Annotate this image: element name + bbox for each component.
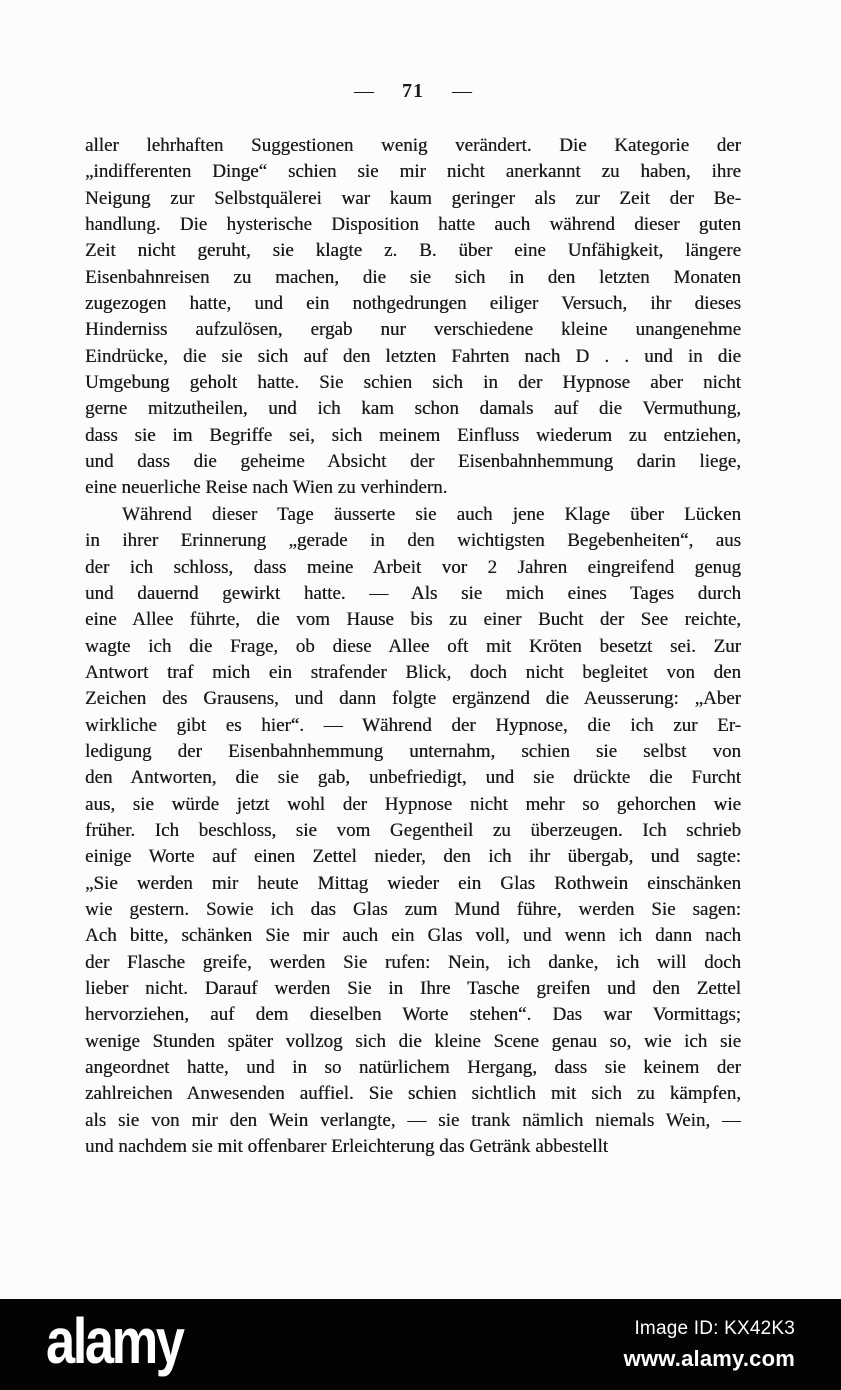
alamy-logo: alamy (46, 1304, 183, 1377)
paragraph-1 (85, 133, 741, 502)
text-line: zugezogen hatte, und ein nothgedrungen eiliger Versuch, ihr dieses (85, 293, 741, 315)
text-line: Hinderniss aufzulösen, ergab nur verschiedene kleine unangenehme (85, 319, 741, 341)
text-line: aller lehrhaften Suggestionen wenig verändert. Die Kategorie der (85, 135, 741, 156)
text-line: eine neuerliche Reise nach Wien zu verhindern. (85, 477, 448, 499)
page-number-value: 71 (402, 80, 424, 102)
text-line: aus, sie würde jetzt wohl der Hypnose nicht mehr so gehorchen wie (85, 793, 741, 815)
text-line: Während dieser Tage äusserte sie auch jene Klage über Lücken (122, 503, 741, 525)
text-line: als sie von mir den Wein verlangte, — sie trank nämlich niemals Wein, — (85, 1109, 741, 1131)
text-line: den Antworten, die sie gab, unbefriedigt, und sie drückte die Furcht (85, 767, 741, 789)
text-line: der Flasche greife, werden Sie rufen: Nein, ich danke, ich will doch (85, 951, 741, 973)
text-line: Eisenbahnreisen zu machen, die sie sich in den letzten Monaten (85, 266, 741, 288)
text-line: gerne mitzutheilen, und ich kam schon damals auf die Vermuthung, (85, 398, 741, 420)
text-line: wenige Stunden später vollzog sich die kleine Scene genau so, wie ich sie (85, 1030, 741, 1052)
text-line: Eindrücke, die sie sich auf den letzten Fahrten nach D . . und in die (85, 345, 741, 367)
text-line: wirkliche gibt es hier“. — Während der Hypnose, die ich zur Er- (85, 714, 741, 736)
text-line: Ach bitte, schänken Sie mir auch ein Glas voll, und wenn ich dann nach (85, 925, 741, 947)
text-line: angeordnet hatte, und in so natürlichem Hergang, dass sie keinem der (85, 1057, 741, 1079)
page-number-right-dash: — (452, 80, 472, 102)
text-line: Neigung zur Selbstquälerei war kaum geringer als zur Zeit der Be- (85, 187, 741, 209)
alamy-url-text: www.alamy.com (623, 1345, 795, 1371)
text-line: der ich schloss, dass meine Arbeit vor 2 Jahren eingreifend genug (85, 556, 741, 578)
text-line: „Sie werden mir heute Mittag wieder ein Glas Rothwein einschänken (85, 872, 741, 894)
text-line: wie gestern. Sowie ich das Glas zum Mund führe, werden Sie sagen: (85, 898, 741, 920)
text-line: wagte ich die Frage, ob diese Allee oft mit Kröten besetzt sei. Zur (85, 635, 741, 657)
text-line: zahlreichen Anwesenden auffiel. Sie schien sichtlich mit sich zu kämpfen, (85, 1083, 741, 1105)
text-line: eine Allee führte, die vom Hause bis zu einer Bucht der See reichte, (85, 609, 741, 631)
text-line: und dauernd gewirkt hatte. — Als sie mich eines Tages durch (85, 582, 741, 604)
text-line: und dass die geheime Absicht der Eisenbahnhemmung darin liege, (85, 451, 741, 473)
page-number (85, 80, 741, 103)
text-line: ledigung der Eisenbahnhemmung unternahm, schien sie selbst von (85, 740, 741, 762)
text-line: hervorziehen, auf dem dieselben Worte stehen“. Das war Vormittags; (85, 1004, 741, 1026)
text-line: früher. Ich beschloss, sie vom Gegentheil zu überzeugen. Ich schrieb (85, 819, 741, 841)
text-line: dass sie im Begriffe sei, sich meinem Einfluss wiederum zu entziehen, (85, 424, 741, 446)
page-number-left-dash: — (354, 80, 374, 102)
text-line: in ihrer Erinnerung „gerade in den wichtigsten Begebenheiten“, aus (85, 530, 741, 552)
text-line: einige Worte auf einen Zettel nieder, den ich ihr übergab, und sagte: (85, 846, 741, 868)
watermark-info (624, 1318, 795, 1372)
image-id-text: Image ID: KX42K3 (634, 1317, 795, 1339)
text-line: handlung. Die hysterische Disposition hatte auch während dieser guten (85, 214, 741, 236)
paragraph-2 (85, 502, 741, 1161)
text-line: „indifferenten Dinge“ schien sie mir nicht anerkannt zu haben, ihre (85, 161, 741, 183)
body-text (85, 133, 741, 1160)
text-line: Umgebung geholt hatte. Sie schien sich in der Hypnose aber nicht (85, 372, 741, 394)
text-line: und nachdem sie mit offenbarer Erleichterung das Getränk abbestellt (85, 1136, 609, 1158)
watermark-bar (0, 1299, 841, 1390)
text-line: Zeichen des Grausens, und dann folgte ergänzend die Aeusserung: „Aber (85, 688, 741, 710)
text-line: Zeit nicht geruht, sie klagte z. B. über eine Unfähigkeit, längere (85, 240, 741, 262)
text-line: Antwort traf mich ein strafender Blick, doch nicht begleitet von den (85, 661, 741, 683)
text-line: lieber nicht. Darauf werden Sie in Ihre Tasche greifen und den Zettel (85, 978, 741, 999)
